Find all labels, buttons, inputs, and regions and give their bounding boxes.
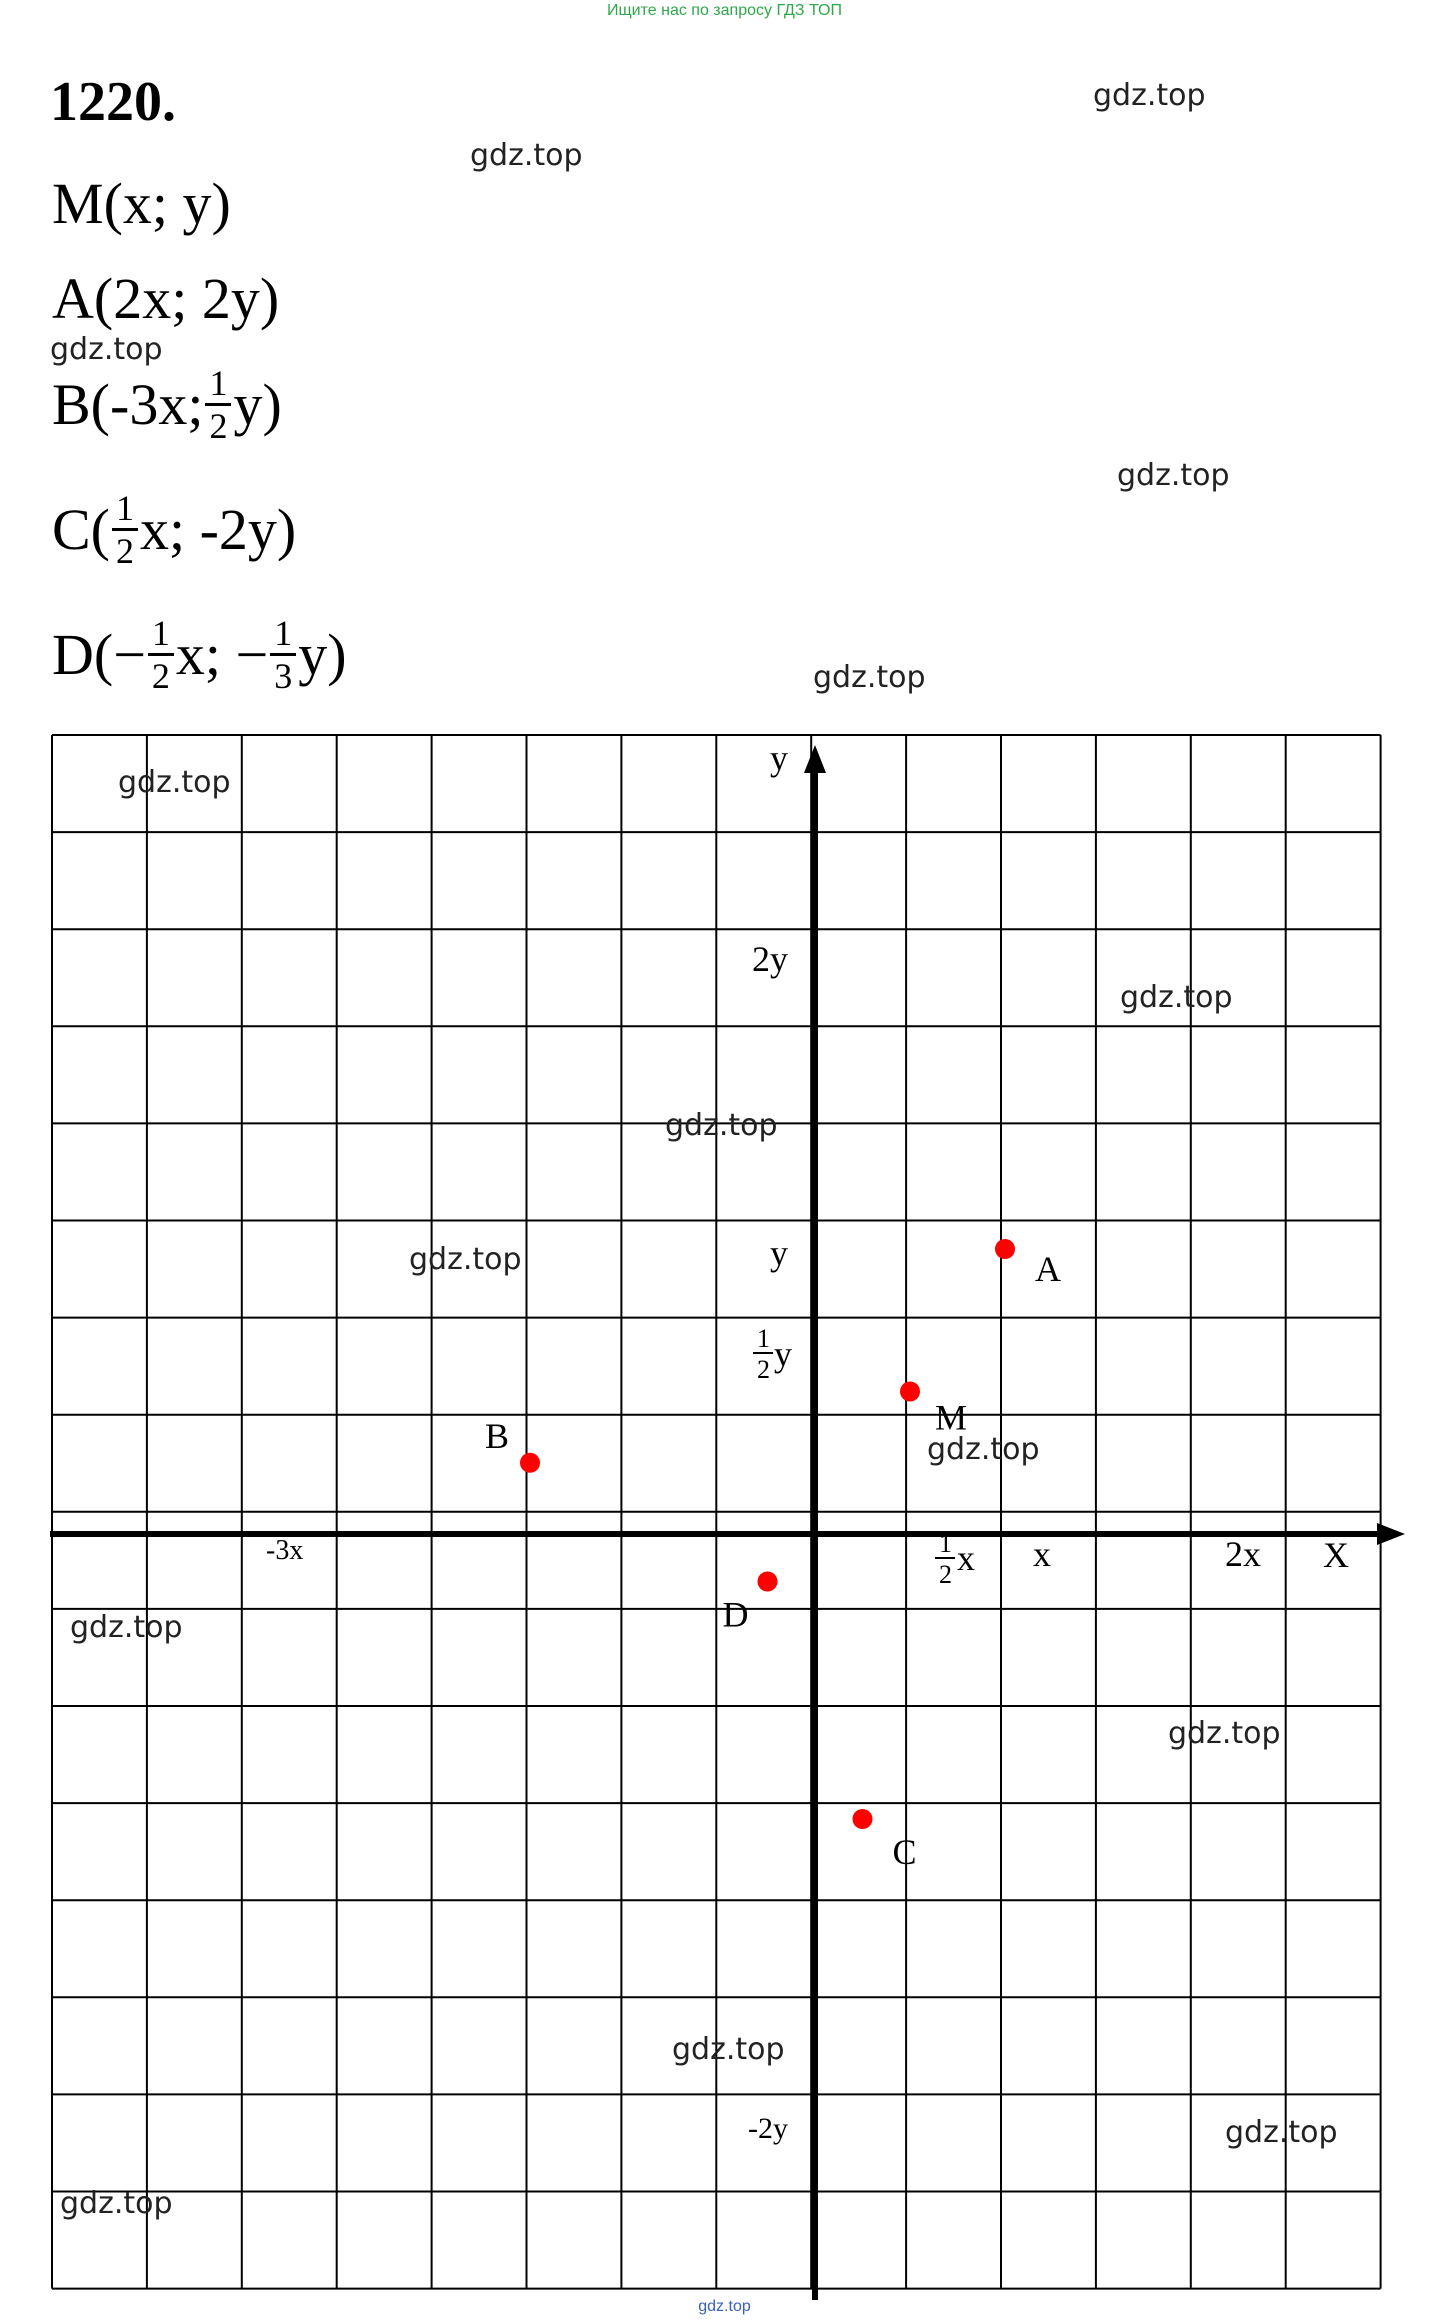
point-label-a: A bbox=[1035, 1249, 1061, 1289]
point-c bbox=[853, 1809, 873, 1829]
tick-label-y: y bbox=[770, 1233, 788, 1273]
watermark: gdz.top bbox=[50, 332, 163, 367]
tick-label-x: x bbox=[1033, 1534, 1051, 1574]
formula-d-denominator-1: 2 bbox=[151, 656, 170, 696]
point-label-m: M bbox=[935, 1397, 968, 1438]
point-d bbox=[758, 1572, 778, 1592]
formula-a-text: A(2x; 2y) bbox=[52, 266, 280, 331]
tick-label-half-x-denominator: 2 bbox=[939, 1560, 952, 1589]
tick-label-half-y-var: y bbox=[774, 1334, 792, 1374]
tick-label-neg3x: -3x bbox=[266, 1535, 304, 1566]
tick-label-half-x-var: x bbox=[957, 1538, 975, 1578]
x-axis-label: X bbox=[1323, 1535, 1349, 1575]
watermark: gdz.top bbox=[1120, 980, 1233, 1015]
formula-b-denominator: 2 bbox=[209, 406, 228, 446]
watermark: gdz.top bbox=[813, 660, 926, 695]
watermark: gdz.top bbox=[665, 1108, 778, 1143]
formula-d-denominator-2: 3 bbox=[274, 656, 293, 696]
top-banner: Ищите нас по запросу ГДЗ ТОП bbox=[607, 2, 842, 19]
tick-label-half-y-numerator: 1 bbox=[757, 1324, 770, 1353]
tick-label-neg2y: -2y bbox=[748, 2112, 788, 2145]
watermark: gdz.top bbox=[118, 765, 231, 800]
formula-b-pre: B(-3x; bbox=[52, 372, 204, 437]
formula-d-numerator-1: 1 bbox=[148, 615, 174, 656]
watermark: gdz.top bbox=[1225, 2115, 1338, 2150]
formula-d-pre: D(− bbox=[52, 622, 146, 687]
watermark: gdz.top bbox=[409, 1242, 522, 1277]
watermark: gdz.top bbox=[60, 2186, 173, 2221]
problem-number: 1220. bbox=[50, 71, 176, 133]
tick-label-2x: 2x bbox=[1225, 1534, 1261, 1574]
tick-label-half-x-numerator: 1 bbox=[939, 1529, 952, 1558]
formula-c-pre: C( bbox=[52, 497, 110, 562]
tick-label-2y: 2y bbox=[752, 939, 788, 979]
formula-d-post: y) bbox=[298, 622, 347, 687]
y-axis-label: y bbox=[770, 738, 788, 778]
formula-c-denominator: 2 bbox=[116, 531, 134, 571]
formula-b-post: y) bbox=[233, 372, 282, 437]
point-label-b: B bbox=[485, 1415, 510, 1456]
tick-label-half-y-denominator: 2 bbox=[757, 1355, 770, 1384]
watermark: gdz.top bbox=[672, 2032, 785, 2067]
bottom-banner: gdz.top bbox=[698, 2298, 751, 2315]
formula-b-numerator: 1 bbox=[205, 365, 231, 406]
y-axis-arrow bbox=[804, 745, 826, 773]
point-a bbox=[995, 1239, 1015, 1259]
x-axis-arrow bbox=[1377, 1523, 1405, 1545]
watermark: gdz.top bbox=[927, 1432, 1040, 1467]
watermark: gdz.top bbox=[70, 1610, 183, 1645]
formula-d-numerator-2: 1 bbox=[270, 615, 296, 656]
watermark: gdz.top bbox=[1093, 78, 1206, 113]
formula-c-post: x; -2y) bbox=[140, 497, 297, 562]
formula-m-text: M(x; y) bbox=[52, 171, 231, 236]
formula-d-mid: x; − bbox=[175, 622, 269, 687]
point-label-d: D bbox=[722, 1594, 749, 1635]
point-label-c: C bbox=[892, 1832, 917, 1872]
point-m bbox=[900, 1382, 920, 1402]
watermark: gdz.top bbox=[1168, 1716, 1281, 1751]
point-b bbox=[520, 1453, 540, 1473]
watermark: gdz.top bbox=[470, 138, 583, 173]
formula-c-numerator: 1 bbox=[112, 490, 138, 531]
watermark: gdz.top bbox=[1117, 458, 1230, 493]
